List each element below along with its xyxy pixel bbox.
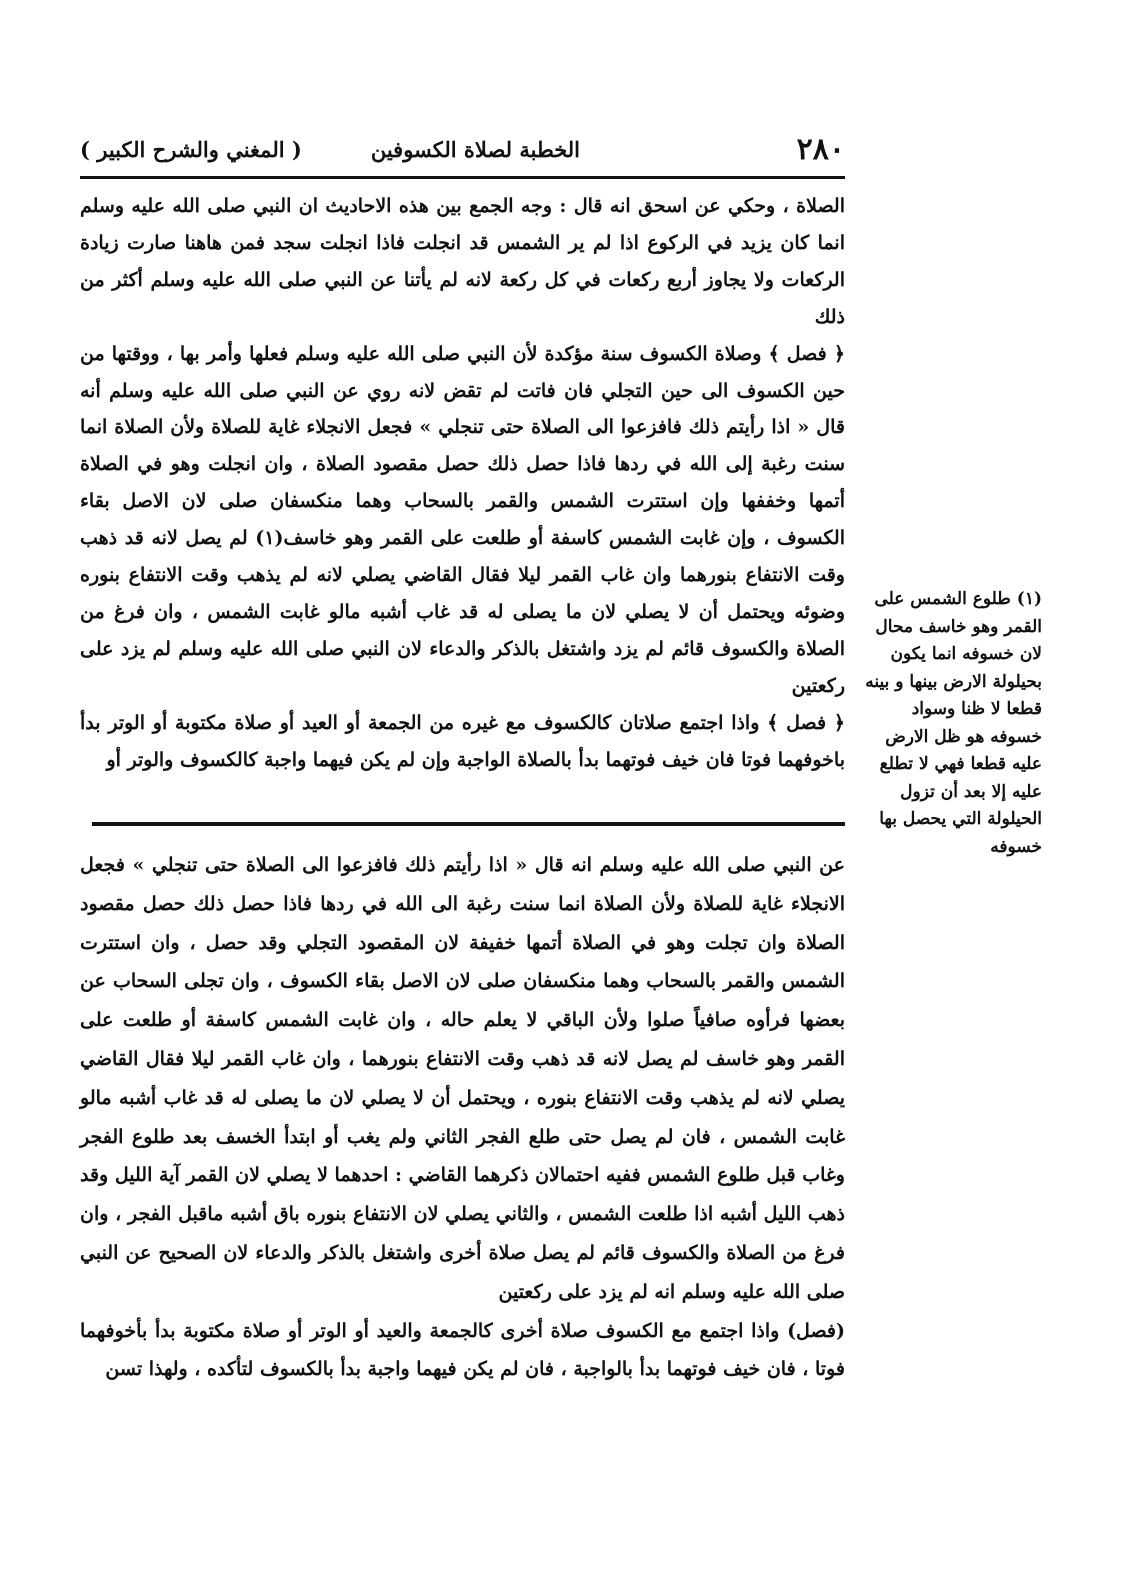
commentary-text-block: [80, 846, 845, 1389]
commentary-paragraph: عن النبي صلى الله عليه وسلم انه قال « اذا رأيتم ذلك فافزعوا الى الصلاة حتى تنجلي » فجعل الانجلاء غاية للصلاة ولأن الصلاة انما سنت رغبة الى الله في ردها فاذا حصل ذلك حصل مقصود الصلاة وان تجلت وهو في الصلاة أتمها خفيفة لان المقصود التجلي وقد حصل ، وان استترت الشمس والقمر بالسحاب وهما منكسفان صلى لان الاصل بقاء الكسوف ، وان تجلى السحاب عن بعضها فرأوه صافياً صلوا ولأن الباقي لا يعلم حاله ، وان غابت الشمس كاسفة أو طلعت على القمر وهو خاسف لم يصل لانه قد ذهب وقت الانتفاع بنورهما ، وان غاب القمر ليلا فقال القاضي يصلي لانه لم يذهب وقت الانتفاع بنوره ، ويحتمل أن لا يصلي لان ما يصلى له قد غاب أشبه مالو غابت الشمس ، فان لم يصل حتى طلع الفجر الثاني ولم يغب أو ابتدأ الخسف بعد طلوع الفجر وغاب قبل طلوع الشمس ففيه احتمالان ذكرهما القاضي : احدهما لا يصلي لان القمر آية الليل وقد ذهب الليل أشبه اذا طلعت الشمس ، والثاني يصلي لان الانتفاع بنوره باق أشبه ماقبل الفجر ، وان فرغ من الصلاة والكسوف قائم لم يصل صلاة أخرى واشتغل بالذكر والدعاء لان الصحيح عن النبي صلى الله عليه وسلم انه لم يزد على ركعتين: [80, 854, 845, 1303]
commentary-paragraph: (فصل) واذا اجتمع مع الكسوف صلاة أخرى كالجمعة والعيد أو الوتر أو صلاة مكتوبة بدأ بأخوفهما فوتا ، فان خيف فوتهما بدأ بالواجبة ، فان لم يكن فيهما واجبة بدأ بالكسوف لتأكده ، ولهذا تسن: [80, 1319, 845, 1381]
main-paragraph: ﴿ فصل ﴾ وصلاة الكسوف سنة مؤكدة لأن النبي صلى الله عليه وسلم فعلها وأمر بها ، ووقتها من حين الكسوف الى حين التجلي فان فاتت لم تقض لانه روي عن النبي صلى الله عليه وسلم أنه قال « اذا رأيتم ذلك فافزعوا الى الصلاة حتى تنجلي » فجعل الانجلاء غاية للصلاة ولأن الصلاة انما سنت رغبة إلى الله في ردها فاذا حصل ذلك حصل مقصود الصلاة ، وان انجلت وهو في الصلاة أتمها وخففها وإن استترت الشمس والقمر بالسحاب وهما منكسفان صلى لان الاصل بقاء الكسوف ، وإن غابت الشمس كاسفة أو طلعت على القمر وهو خاسف(١) لم يصل لانه قد ذهب وقت الانتفاع بنورهما وان غاب القمر ليلا فقال القاضي يصلي لانه لم يذهب وقت الانتفاع بنوره وضوئه ويحتمل أن لا يصلي لان ما يصلى له قد غاب أشبه مالو غابت الشمس ، وان فرغ من الصلاة والكسوف قائم لم يزد واشتغل بالذكر والدعاء لان النبي صلى الله عليه وسلم لم يزد على ركعتين: [80, 342, 845, 697]
header-rule: [80, 176, 845, 179]
main-paragraph: الصلاة ، وحكي عن اسحق انه قال : وجه الجمع بين هذه الاحاديث ان النبي صلى الله عليه وسلم انما كان يزيد في الركوع اذا لم ير الشمس قد انجلت فاذا انجلت سجد فمن هاهنا صارت زيادة الركعات ولا يجاوز أربع ركعات في كل ركعة لانه لم يأتنا عن النبي صلى الله عليه وسلم أكثر من ذلك: [80, 195, 845, 328]
footnote-text: (١) طلوع الشمس على القمر وهو خاسف محال لان خسوفه انما يكون بحيلولة الارض بينها و بينه قطعا لا ظنا وسواد خسوفه هو ظل الارض عليه قطعا فهي لا تطلع عليه إلا بعد أن تزول الحيلولة التي يحصل بها خسوفه: [865, 589, 1042, 857]
page-header: [80, 128, 845, 172]
book-title: ( المغني والشرح الكبير ): [80, 137, 302, 162]
main-paragraph: ﴿ فصل ﴾ واذا اجتمع صلاتان كالكسوف مع غيره من الجمعة أو العيد أو صلاة مكتوبة أو الوتر بدأ باخوفهما فوتا فان خيف فوتهما بدأ بالصلاة الواجبة وإن لم يكن فيهما واجبة كالكسوف والوتر أو: [80, 711, 845, 771]
main-text-block: [80, 188, 845, 779]
section-divider-rule: [92, 822, 845, 826]
margin-footnote: [856, 586, 1042, 861]
running-title: الخطبة لصلاة الكسوفين: [370, 137, 580, 162]
page-number: ٢٨٠: [796, 132, 845, 167]
